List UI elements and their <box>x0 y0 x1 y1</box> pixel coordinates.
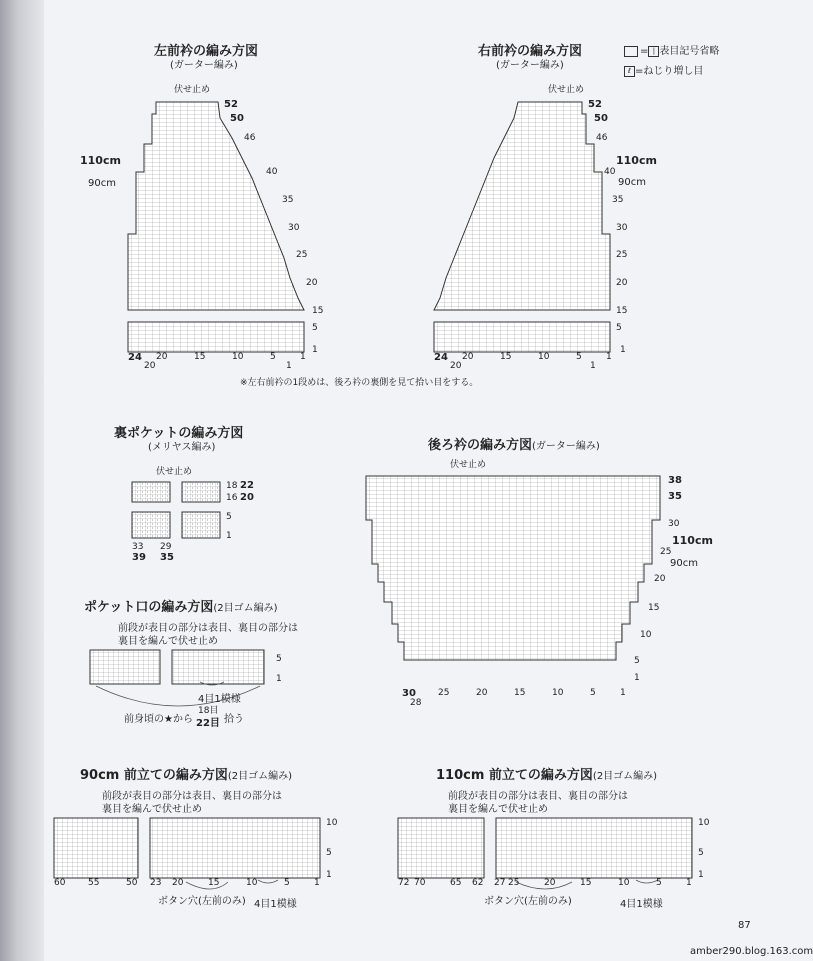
right-collar-bindoff: 伏せ止め <box>548 85 585 95</box>
back-collar-size-90: 90cm <box>670 558 698 569</box>
right-collar-st-20: 20 <box>462 352 474 362</box>
right-collar-size-110: 110cm <box>616 154 657 167</box>
pocket-opening-title: ポケット口の編み方図(2目ゴム編み) <box>84 600 278 615</box>
left-collar-row-46: 46 <box>244 133 256 143</box>
pocket-opening-pickup-22: 22目 <box>196 718 220 729</box>
front-band-110-row-1: 1 <box>698 870 704 880</box>
inner-pocket-row-22: 22 <box>240 480 254 491</box>
back-collar-row-30: 30 <box>668 519 680 529</box>
twisted-increase-icon: ℓ <box>624 66 635 77</box>
left-collar-subtitle: (ガーター編み) <box>170 60 238 71</box>
pocket-opening-pickup-post: 拾う <box>224 714 244 725</box>
left-collar-st-20: 20 <box>156 352 168 362</box>
left-collar-row-5: 5 <box>312 323 318 333</box>
back-collar-row-38: 38 <box>668 475 682 486</box>
right-collar-st-24: 24 <box>434 352 448 363</box>
front-band-90-note-2: 裏目を編んで伏せ止め <box>102 804 202 815</box>
left-collar-st-24: 24 <box>128 352 142 363</box>
legend-twisted-increase: ℓ =ねじり増し目 <box>624 62 703 77</box>
left-collar-size-90: 90cm <box>88 178 116 189</box>
back-collar-st-15: 15 <box>514 688 526 698</box>
right-collar-chart <box>430 98 620 360</box>
front-band-90-buttonhole: ボタン穴(左前のみ) <box>158 896 246 907</box>
inner-pocket-row-20: 20 <box>240 492 254 503</box>
inner-pocket-title: 裏ポケットの編み方図 <box>114 426 244 441</box>
back-collar-row-15: 15 <box>648 603 660 613</box>
back-collar-row-25: 25 <box>660 547 672 557</box>
front-band-110-st-70: 70 <box>414 878 426 888</box>
left-collar-row-20: 20 <box>306 278 318 288</box>
front-band-110-st-5: 5 <box>656 878 662 888</box>
pocket-opening-note-1: 前段が表目の部分は表目、裏目の部分は <box>118 623 298 634</box>
front-band-110-st-62: 62 <box>472 878 484 888</box>
pocket-opening-note-2: 裏目を編んで伏せ止め <box>118 636 218 647</box>
left-collar-row-1: 1 <box>312 345 318 355</box>
front-band-90-st-50: 50 <box>126 878 138 888</box>
inner-pocket-row-5: 5 <box>226 512 232 522</box>
back-collar-row-1: 1 <box>634 673 640 683</box>
inner-pocket-st-29: 29 <box>160 542 172 552</box>
inner-pocket-chart <box>130 478 230 542</box>
front-band-110-note-2: 裏目を編んで伏せ止め <box>448 804 548 815</box>
right-collar-size-90: 90cm <box>618 177 646 188</box>
left-collar-st-5: 5 <box>270 352 276 362</box>
right-collar-row-50: 50 <box>594 113 608 124</box>
pocket-opening-row-5: 5 <box>276 654 282 664</box>
front-band-110-st-27: 27 <box>494 878 506 888</box>
front-band-90-row-5: 5 <box>326 848 332 858</box>
front-band-110-st-1: 1 <box>686 878 692 888</box>
left-collar-row-35: 35 <box>282 195 294 205</box>
knit-symbol-icon: | <box>648 46 659 57</box>
right-collar-row-1: 1 <box>620 345 626 355</box>
front-band-110-st-72: 72 <box>398 878 410 888</box>
inner-pocket-row-1: 1 <box>226 531 232 541</box>
left-collar-title: 左前衿の編み方図 <box>154 44 259 59</box>
left-collar-row-25: 25 <box>296 250 308 260</box>
page-number: 87 <box>738 920 751 931</box>
back-collar-row-20: 20 <box>654 574 666 584</box>
inner-pocket-row-18: 18 <box>226 481 238 491</box>
front-band-90-st-1: 1 <box>314 878 320 888</box>
back-collar-st-20: 20 <box>476 688 488 698</box>
book-spine-shadow <box>0 0 44 961</box>
back-collar-bindoff: 伏せ止め <box>450 460 487 470</box>
back-collar-row-5: 5 <box>634 656 640 666</box>
right-collar-row-5: 5 <box>616 323 622 333</box>
back-collar-st-5: 5 <box>590 688 596 698</box>
left-collar-row-40: 40 <box>266 167 278 177</box>
collar-note: ※左右前衿の1段めは、後ろ衿の裏側を見て拾い目をする。 <box>240 378 479 388</box>
front-band-90-st-10: 10 <box>246 878 258 888</box>
right-collar-title: 右前衿の編み方図 <box>478 44 583 59</box>
front-band-90-title: 90cm 前立ての編み方図(2目ゴム編み) <box>80 768 293 783</box>
front-band-90-row-1: 1 <box>326 870 332 880</box>
left-collar-row-50: 50 <box>230 113 244 124</box>
pocket-opening-repeat: 4目1模様 <box>198 694 241 705</box>
front-band-90-row-10: 10 <box>326 818 338 828</box>
right-collar-row-15: 15 <box>616 306 628 316</box>
front-band-110-st-20: 20 <box>544 878 556 888</box>
left-collar-st-10: 10 <box>232 352 244 362</box>
left-collar-st-1-sub: 1 <box>286 361 292 371</box>
front-band-110-row-10: 10 <box>698 818 710 828</box>
left-collar-row-52: 52 <box>224 99 238 110</box>
inner-pocket-bindoff: 伏せ止め <box>156 467 193 477</box>
left-collar-row-30: 30 <box>288 223 300 233</box>
front-band-90-st-20: 20 <box>172 878 184 888</box>
front-band-90-st-23: 23 <box>150 878 162 888</box>
right-collar-row-40: 40 <box>604 167 616 177</box>
front-band-90-repeat: 4目1模様 <box>254 899 297 910</box>
inner-pocket-row-16: 16 <box>226 493 238 503</box>
right-collar-row-35: 35 <box>612 195 624 205</box>
back-collar-st-28: 28 <box>410 698 422 708</box>
front-band-110-st-65: 65 <box>450 878 462 888</box>
back-collar-title: 後ろ衿の編み方図(ガーター編み) <box>428 438 600 453</box>
front-band-110-note-1: 前段が表目の部分は表目、裏目の部分は <box>448 791 628 802</box>
right-collar-st-15: 15 <box>500 352 512 362</box>
front-band-110-st-10: 10 <box>618 878 630 888</box>
front-band-110-repeat: 4目1模様 <box>620 899 663 910</box>
right-collar-row-52: 52 <box>588 99 602 110</box>
back-collar-st-1: 1 <box>620 688 626 698</box>
back-collar-st-30: 30 <box>402 688 416 699</box>
right-collar-st-1: 1 <box>606 352 612 362</box>
right-collar-row-25: 25 <box>616 250 628 260</box>
front-band-90-note-1: 前段が表目の部分は表目、裏目の部分は <box>102 791 282 802</box>
inner-pocket-st-33: 33 <box>132 542 144 552</box>
left-collar-chart <box>124 98 314 360</box>
left-collar-st-1: 1 <box>300 352 306 362</box>
back-collar-row-35: 35 <box>668 491 682 502</box>
pocket-opening-row-1: 1 <box>276 674 282 684</box>
right-collar-subtitle: (ガーター編み) <box>496 60 564 71</box>
back-collar-st-25: 25 <box>438 688 450 698</box>
front-band-110-st-15: 15 <box>580 878 592 888</box>
front-band-90-st-5: 5 <box>284 878 290 888</box>
front-band-90-st-55: 55 <box>88 878 100 888</box>
front-band-90-st-60: 60 <box>54 878 66 888</box>
right-collar-st-1-sub: 1 <box>590 361 596 371</box>
inner-pocket-st-35: 35 <box>160 552 174 563</box>
left-collar-st-15: 15 <box>194 352 206 362</box>
right-collar-row-46: 46 <box>596 133 608 143</box>
back-collar-st-10: 10 <box>552 688 564 698</box>
back-collar-chart <box>362 470 668 692</box>
back-collar-row-10: 10 <box>640 630 652 640</box>
inner-pocket-subtitle: (メリヤス編み) <box>148 442 216 453</box>
front-band-110-st-25: 25 <box>508 878 520 888</box>
front-band-110-row-5: 5 <box>698 848 704 858</box>
front-band-110-buttonhole: ボタン穴(左前のみ) <box>484 896 572 907</box>
inner-pocket-st-39: 39 <box>132 552 146 563</box>
left-collar-bindoff: 伏せ止め <box>174 85 211 95</box>
right-collar-st-10: 10 <box>538 352 550 362</box>
left-collar-st-20-sub: 20 <box>144 361 156 371</box>
right-collar-st-20-sub: 20 <box>450 361 462 371</box>
left-collar-row-15: 15 <box>312 306 324 316</box>
pocket-opening-pickup-18: 18目 <box>198 706 219 716</box>
back-collar-size-110: 110cm <box>672 534 713 547</box>
front-band-90-st-15: 15 <box>208 878 220 888</box>
right-collar-st-5: 5 <box>576 352 582 362</box>
pocket-opening-pickup-from: 前身頃の★から <box>124 714 193 725</box>
right-collar-row-20: 20 <box>616 278 628 288</box>
page <box>44 0 813 961</box>
blank-cell-icon <box>624 46 638 57</box>
left-collar-size-110: 110cm <box>80 154 121 167</box>
front-band-110-title: 110cm 前立ての編み方図(2目ゴム編み) <box>436 768 658 783</box>
right-collar-row-30: 30 <box>616 223 628 233</box>
credit-url: amber290.blog.163.com <box>690 946 813 957</box>
legend-purl-omitted: = | 表目記号省略 <box>624 42 719 57</box>
